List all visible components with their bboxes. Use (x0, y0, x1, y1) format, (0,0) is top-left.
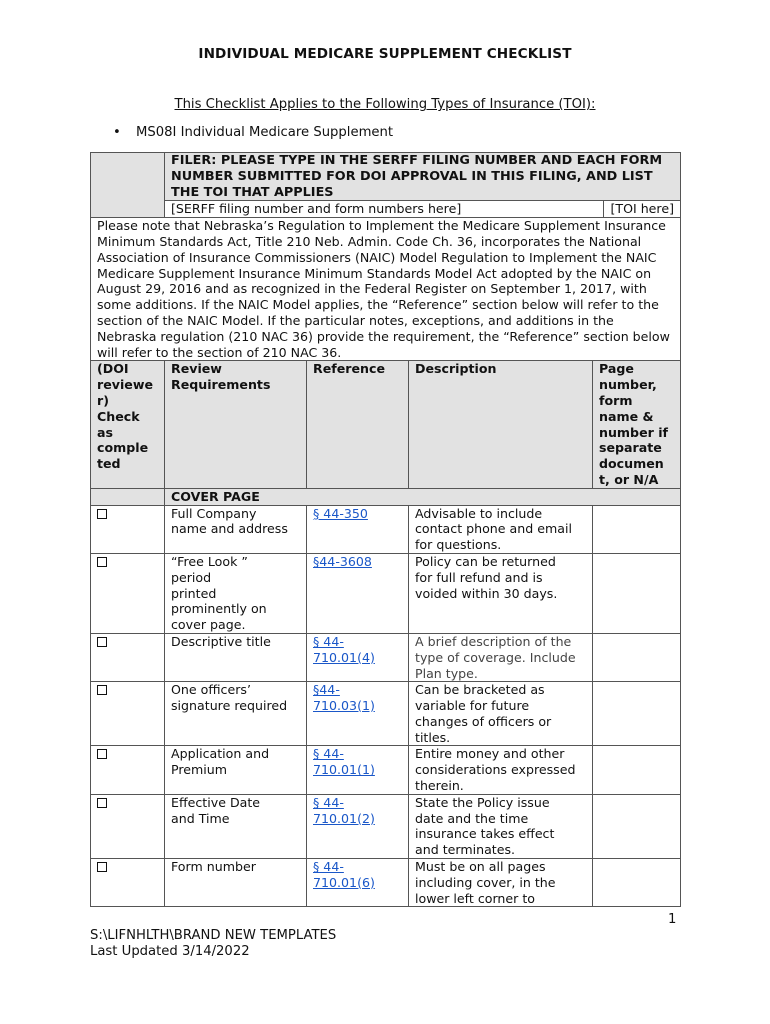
section-blank-cell (91, 488, 165, 505)
filer-entry-cell (165, 201, 681, 218)
page-cell[interactable] (593, 633, 681, 681)
reference-cell (307, 682, 409, 746)
check-cell (91, 859, 165, 907)
page-cell[interactable] (593, 859, 681, 907)
column-header-reference: Reference (307, 361, 409, 488)
regulation-note: Please note that Nebraska’s Regulation to Implement the Medicare Supplement Insurance Minimum Standards Act, Title 210 Neb. Admin. Code Ch. 36, incorporates the National Association of Insurance Commissioners (NAIC) Model Regulation to Implement the NAIC Medicare Supplement Insurance Minimum Standards Model Act adopted by the NAIC on August 29, 2016 and as recognized in the Federal Register on September 1, 2017, with some additions. If the NAIC Model applies, the “Reference” section below will refer to the section of the NAIC Model. If the particular notes, exceptions, and additions in the Nebraska regulation (210 NAC 36) provide the requirement, the “Reference” section below will refer to the section of 210 NAC 36. (91, 218, 681, 361)
reference-cell (307, 746, 409, 794)
table-row (91, 682, 681, 746)
filer-instruction: FILER: PLEASE TYPE IN THE SERFF FILING NUMBER AND EACH FORM NUMBER SUBMITTED FOR DOI APPROVAL IN THIS FILING, AND LIST THE TOI THAT APPLIES (165, 153, 681, 201)
section-title: COVER PAGE (165, 488, 681, 505)
description-cell: Policy can be returned for full refund and is voided within 30 days. (409, 553, 593, 633)
requirement-cell: Descriptive title (165, 633, 307, 681)
page-cell[interactable] (593, 682, 681, 746)
page-number: 1 (668, 912, 677, 927)
check-cell (91, 746, 165, 794)
checkbox-icon[interactable] (97, 798, 107, 808)
check-cell (91, 682, 165, 746)
column-header-description: Description (409, 361, 593, 488)
reference-cell (307, 859, 409, 907)
reference-cell (307, 633, 409, 681)
check-cell (91, 633, 165, 681)
checkbox-icon[interactable] (97, 685, 107, 695)
document-title: INDIVIDUAL MEDICARE SUPPLEMENT CHECKLIST (198, 46, 572, 62)
requirement-cell: Form number (165, 859, 307, 907)
check-cell (91, 553, 165, 633)
checklist-table (90, 152, 681, 907)
table-row (91, 553, 681, 633)
reference-link[interactable]: §44-3608 (313, 553, 372, 569)
table-row (91, 859, 681, 907)
toi-heading: This Checklist Applies to the Following Types of Insurance (TOI): (174, 97, 596, 112)
reference-link[interactable]: § 44- 710.01(2) (313, 794, 375, 826)
check-cell (91, 794, 165, 858)
column-header-requirements: Review Requirements (165, 361, 307, 488)
table-row (91, 633, 681, 681)
toi-field[interactable]: [TOI here] (603, 201, 680, 217)
footer (90, 928, 336, 960)
reference-cell (307, 553, 409, 633)
section-row (91, 488, 681, 505)
checkbox-icon[interactable] (97, 749, 107, 759)
filer-blank-cell (91, 153, 165, 218)
serff-number-field[interactable]: [SERFF filing number and form numbers here] (171, 201, 462, 217)
description-cell: Advisable to include contact phone and email for questions. (409, 505, 593, 553)
checkbox-icon[interactable] (97, 557, 107, 567)
requirement-cell: Application and Premium (165, 746, 307, 794)
table-row (91, 794, 681, 858)
toi-list-item (113, 125, 393, 140)
footer-path: S:\LIFNHLTH\BRAND NEW TEMPLATES (90, 928, 337, 943)
description-cell: Entire money and other considerations expressed therein. (409, 746, 593, 794)
filer-instruction-row (91, 153, 681, 201)
table-row (91, 505, 681, 553)
footer-updated: Last Updated 3/14/2022 (90, 944, 250, 959)
requirement-cell: Effective Date and Time (165, 794, 307, 858)
checkbox-icon[interactable] (97, 509, 107, 519)
page-cell[interactable] (593, 505, 681, 553)
page-cell[interactable] (593, 746, 681, 794)
column-header-row (91, 361, 681, 488)
column-header-check: (DOI reviewe r) Check as comple ted (91, 361, 165, 488)
reference-link[interactable]: § 44- 710.01(4) (313, 633, 375, 665)
column-header-page: Page number, form name & number if separate documen t, or N/A (593, 361, 681, 488)
reference-link[interactable]: § 44- 710.01(6) (313, 859, 375, 890)
reference-cell (307, 794, 409, 858)
table-row (91, 746, 681, 794)
reference-link[interactable]: § 44-350 (313, 505, 368, 521)
check-cell (91, 505, 165, 553)
reference-link[interactable]: § 44- 710.01(1) (313, 746, 375, 778)
filer-entry-row (91, 201, 681, 218)
description-cell: Can be bracketed as variable for future changes of officers or titles. (409, 682, 593, 746)
toi-item-label: MS08I Individual Medicare Supplement (136, 125, 394, 140)
checkbox-icon[interactable] (97, 637, 107, 647)
requirement-cell: One officers’ signature required (165, 682, 307, 746)
page-cell[interactable] (593, 794, 681, 858)
requirement-cell: Full Company name and address (165, 505, 307, 553)
reference-link[interactable]: §44- 710.03(1) (313, 682, 375, 714)
page-cell[interactable] (593, 553, 681, 633)
regulation-note-row (91, 218, 681, 361)
description-cell: Must be on all pages including cover, in the lower left corner to (409, 859, 593, 907)
checkbox-icon[interactable] (97, 862, 107, 872)
description-cell: State the Policy issue date and the time insurance takes effect and terminates. (409, 794, 593, 858)
bullet-icon: • (113, 125, 121, 140)
description-cell: A brief description of the type of coverage. Include Plan type. (409, 633, 593, 681)
reference-cell (307, 505, 409, 553)
requirement-cell: “Free Look ” period printed prominently on cover page. (165, 553, 307, 633)
